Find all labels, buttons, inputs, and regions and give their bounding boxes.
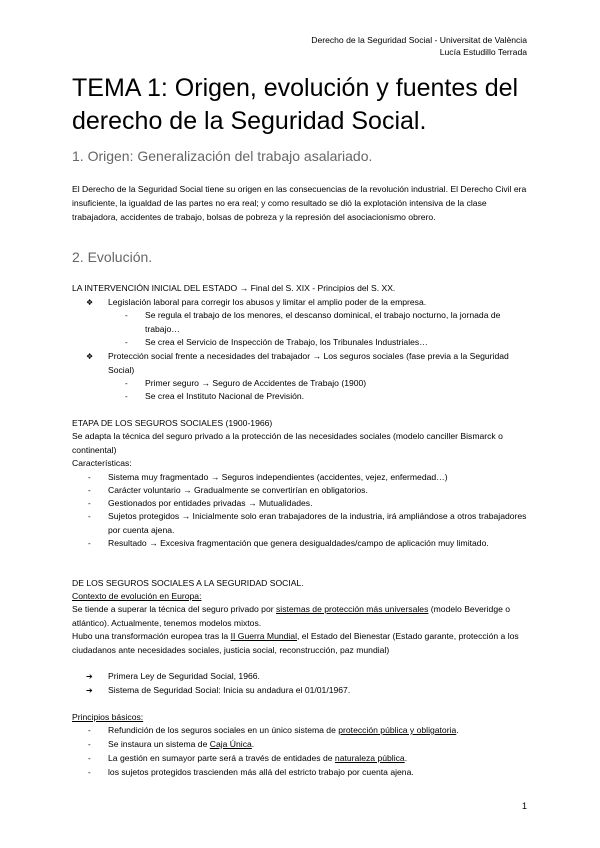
dash-bullet-icon: - — [88, 499, 91, 508]
list-item: - Refundición de los seguros sociales en un único sistema de protección pública y obligatoria. — [108, 724, 528, 738]
header-author: Lucía Estudillo Terrada — [439, 47, 527, 57]
origen-paragraph: El Derecho de la Seguridad Social tiene su origen en las consecuencias de la revolución industrial. El Derecho Civil era insuficiente, la igualdad de las partes no era real; y como resultado se dió la explotación intensiva de la clase trabajadora, accidentes de trabajo, bolsas de pobreza y la represión del asociacionismo obrero. — [72, 184, 527, 222]
dash-bullet-icon: - — [88, 486, 91, 495]
section-heading-evolucion: 2. Evolución. — [72, 249, 153, 265]
list-item: ❖ Protección social frente a necesidades del trabajador → Los seguros sociales (fase previa a la Seguridad Social) — [86, 351, 509, 375]
dash-bullet-icon: - — [125, 379, 128, 388]
ss-heading: DE LOS SEGUROS SOCIALES A LA SEGURIDAD SOCIAL. — [72, 578, 304, 588]
list-item: - Resultado → Excesiva fragmentación que genera desigualdades/campo de aplicación muy limitado. — [108, 537, 528, 551]
section-heading-origen: 1. Origen: Generalización del trabajo asalariado. — [72, 148, 373, 164]
list-item: ❖ Legislación laboral para corregir los abusos y limitar el amplio poder de la empresa. — [108, 296, 528, 310]
list-item: - Se crea el Servicio de Inspección de Trabajo, los Tribunales Industriales… — [145, 336, 525, 350]
dash-bullet-icon: - — [125, 392, 128, 401]
etapa-intro: Se adapta la técnica del seguro privado a la protección de las necesidades sociales (modelo canciller Bismarck o continental) — [72, 431, 503, 455]
page-header — [311, 34, 527, 58]
contexto-label: Contexto de evolución en Europa: — [72, 591, 202, 601]
arrow-bullet-icon: ➔ — [86, 672, 93, 681]
list-item: - Carácter voluntario → Gradualmente se convertirían en obligatorios. — [108, 484, 528, 498]
list-item: ➔ Primera Ley de Seguridad Social, 1966. — [108, 670, 528, 684]
document-title: TEMA 1: Origen, evolución y fuentes del derecho de la Seguridad Social. — [72, 74, 519, 135]
dash-bullet-icon: - — [88, 473, 91, 482]
etapa-heading: ETAPA DE LOS SEGUROS SOCIALES (1900-1966) — [72, 418, 273, 428]
contexto-paragraph-2: Hubo una transformación europea tras la II Guerra Mundial, el Estado del Bienestar (Estado garante, protección a los ciudadanos ante necesidades sociales, justicia social, reconstrucción, paz mundial) — [72, 631, 519, 655]
dash-bullet-icon: - — [88, 768, 91, 777]
dash-bullet-icon: - — [125, 338, 128, 347]
list-item: - Se regula el trabajo de los menores, el descanso dominical, el trabajo nocturno, la jornada de trabajo… — [125, 310, 501, 334]
list-item: ➔ Sistema de Seguridad Social: Inicia su andadura el 01/01/1967. — [108, 684, 528, 698]
list-item: - Se instaura un sistema de Caja Única. — [108, 738, 528, 752]
dash-bullet-icon: - — [88, 512, 91, 521]
list-item: - Gestionados por entidades privadas → Mutualidades. — [108, 497, 528, 511]
dash-bullet-icon: - — [125, 311, 128, 320]
page-number: 1 — [521, 801, 527, 811]
contexto-paragraph-1: Se tiende a superar la técnica del seguro privado por sistemas de protección más universales (modelo Beveridge o atlántico). Actualmente, tenemos modelos mixtos. — [72, 604, 511, 628]
list-item: - Primer seguro → Seguro de Accidentes de Trabajo (1900) — [145, 377, 525, 391]
dash-bullet-icon: - — [88, 539, 91, 548]
header-course: Derecho de la Seguridad Social - Universitat de València — [311, 35, 527, 45]
intervencion-heading: LA INTERVENCIÓN INICIAL DEL ESTADO → Final del S. XIX - Principios del S. XX. — [72, 283, 396, 293]
list-item: - Se crea el Instituto Nacional de Previsión. — [145, 390, 525, 404]
arrow-bullet-icon: ➔ — [86, 686, 93, 695]
list-item: - los sujetos protegidos trascienden más allá del estricto trabajo por cuenta ajena. — [108, 766, 528, 780]
diamond-bullet-icon: ❖ — [86, 298, 94, 307]
list-item: - La gestión en sumayor parte será a través de entidades de naturaleza pública. — [108, 752, 528, 766]
dash-bullet-icon: - — [88, 726, 91, 735]
caracteristicas-label: Características: — [72, 458, 132, 468]
dash-bullet-icon: - — [88, 754, 91, 763]
diamond-bullet-icon: ❖ — [86, 352, 94, 361]
list-item: - Sistema muy fragmentado → Seguros independientes (accidentes, vejez, enfermedad…) — [108, 471, 528, 485]
list-item: - Sujetos protegidos → Inicialmente solo eran trabajadores de la industria, irá ampliándose a otros trabajadores por cuenta ajena. — [88, 511, 527, 535]
principios-label: Principios básicos: — [72, 712, 144, 722]
dash-bullet-icon: - — [88, 740, 91, 749]
